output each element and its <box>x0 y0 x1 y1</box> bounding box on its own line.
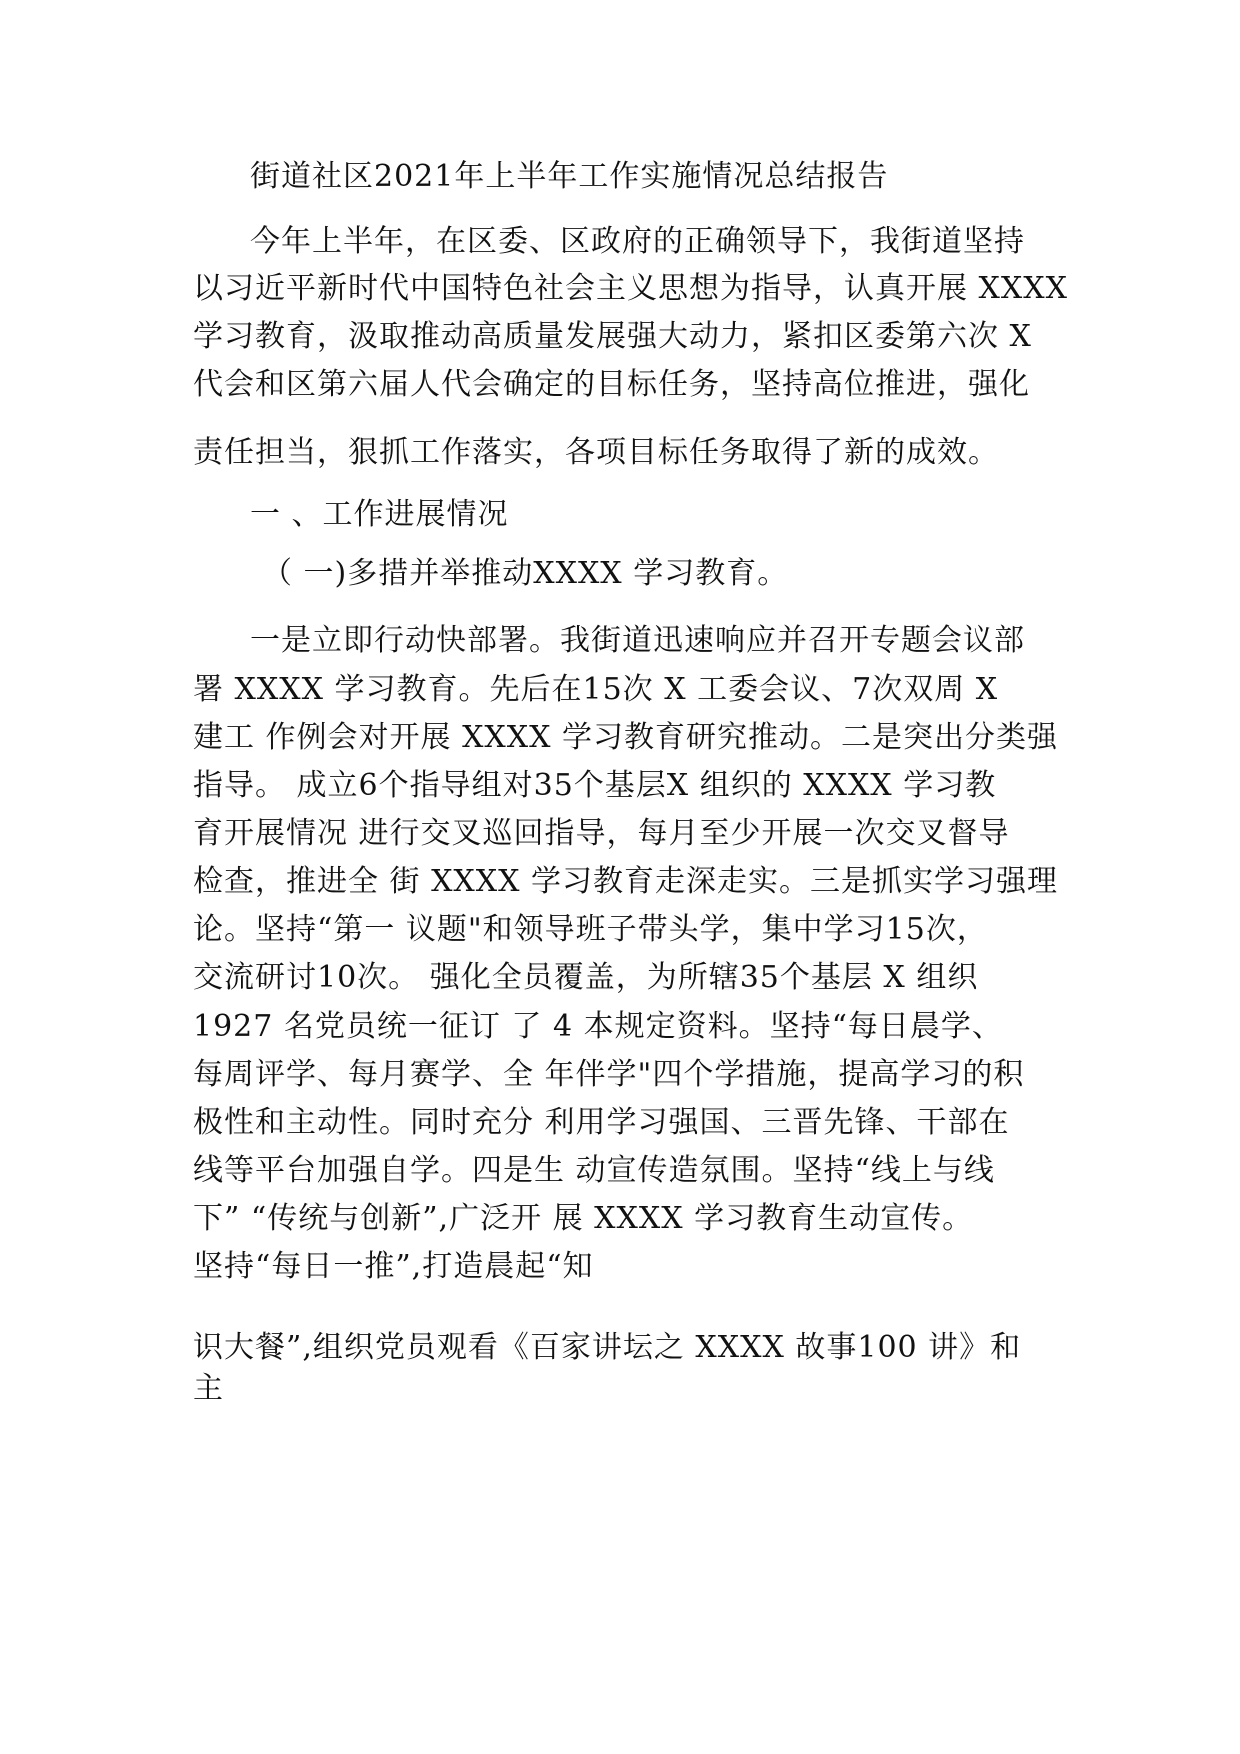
body-line-2: 署 XXXX 学习教育。先后在15次 X 工委会议、7次双周 X <box>193 672 999 707</box>
body-line-1: 一是立即行动快部署。我街道迅速响应并召开专题会议部 <box>250 623 1025 658</box>
document-title: 街道社区2021年上半年工作实施情况总结报告 <box>250 159 889 194</box>
body-line-5: 育开展情况 进行交叉巡回指导，每月至少开展一次交叉督导 <box>193 816 1010 851</box>
tail-line-1: 识大餐”,组织党员观看《百家讲坛之 XXXX 故事100 讲》和 <box>193 1330 1022 1365</box>
body-line-11: 极性和主动性。同时充分 利用学习强国、三晋先锋、干部在 <box>193 1105 1010 1140</box>
intro-line-3: 学习教育，汲取推动高质量发展强大动力，紧扣区委第六次 X <box>193 319 1032 354</box>
body-line-6: 检查，推进全 街 XXXX 学习教育走深走实。三是抓实学习强理 <box>193 864 1059 899</box>
body-line-10: 每周评学、每月赛学、全 年伴学"四个学措施，提高学习的积 <box>193 1057 1025 1092</box>
body-line-8: 交流研讨10次。 强化全员覆盖，为所辖35个基层 X 组织 <box>193 960 979 995</box>
intro-line-5: 责任担当，狠抓工作落实，各项目标任务取得了新的成效。 <box>193 435 999 470</box>
intro-line-4: 代会和区第六届人代会确定的目标任务，坚持高位推进，强化 <box>193 367 1030 402</box>
body-line-3: 建工 作例会对开展 XXXX 学习教育研究推动。二是突出分类强 <box>193 720 1059 755</box>
body-line-4: 指导。 成立6个指导组对35个基层X 组织的 XXXX 学习教 <box>193 768 997 803</box>
intro-line-1: 今年上半年，在区委、区政府的正确领导下，我街道坚持 <box>250 224 1025 259</box>
body-line-13: 下” “传统与创新”,广泛开 展 XXXX 学习教育生动宣传。 <box>193 1201 974 1236</box>
subsection-heading: （ 一)多措并举推动XXXX 学习教育。 <box>262 556 789 591</box>
body-line-9: 1927 名党员统一征订 了 4 本规定资料。坚持“每日晨学、 <box>193 1009 1003 1044</box>
section-heading: 一 、工作进展情况 <box>250 497 509 532</box>
body-line-12: 线等平台加强自学。四是生 动宣传造氛围。坚持“线上与线 <box>193 1153 995 1188</box>
body-line-7: 论。坚持“第一 议题"和领导班子带头学，集中学习15次， <box>193 912 988 947</box>
body-line-14: 坚持“每日一推”,打造晨起“知 <box>193 1249 594 1284</box>
tail-line-2: 主 <box>193 1371 224 1406</box>
intro-line-2: 以习近平新时代中国特色社会主义思想为指导，认真开展 XXXX <box>193 271 1068 306</box>
